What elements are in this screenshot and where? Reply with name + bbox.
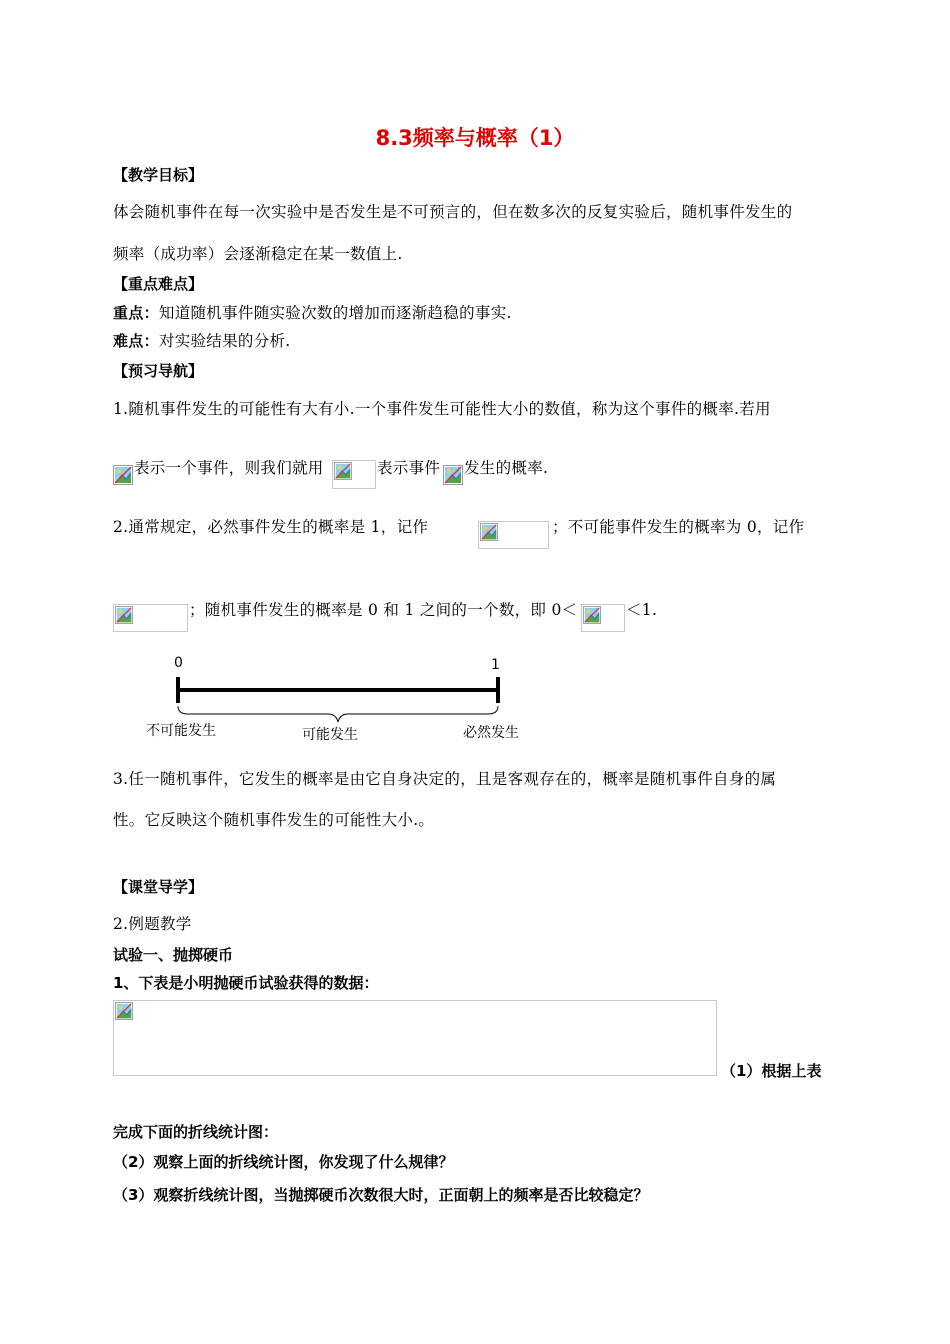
preview-p1-text-c: 发生的概率.	[464, 459, 549, 477]
preview-p3-line-2: 性。它反映这个随机事件发生的可能性大小.。	[113, 811, 435, 829]
preview-p1-line-1: 1.随机事件发生的可能性有大有小.一个事件发生可能性大小的数值，称为这个事件的概率.若用	[113, 400, 771, 418]
formula-image-placeholder	[113, 604, 188, 632]
objectives-line-2: 频率（成功率）会逐渐稳定在某一数值上.	[113, 245, 403, 263]
section-heading-objectives: 【教学目标】	[113, 166, 204, 184]
keypoint-label: 重点：	[113, 304, 159, 322]
data-table-image-placeholder	[113, 1000, 717, 1076]
classroom-item	[113, 912, 192, 934]
section-heading-keypoints: 【重点难点】	[113, 275, 204, 293]
question-1-tail: （1）根据上表	[721, 1062, 822, 1080]
difficulty-line	[113, 329, 291, 351]
page-title: 8.3频率与概率（1）	[375, 126, 575, 150]
formula-image-icon	[115, 606, 133, 624]
difficulty-text: 对实验结果的分析.	[158, 332, 291, 350]
formula-image-placeholder	[478, 521, 549, 549]
objectives-line-1: 体会随机事件在每一次实验中是否发生是不可预言的，但在数多次的反复实验后，随机事件发生的	[113, 203, 793, 221]
formula-image-icon	[443, 465, 463, 485]
preview-p3-line-1: 3.任一随机事件，它发生的概率是由它自身决定的，且是客观存在的，概率是随机事件自身的属	[113, 770, 777, 788]
formula-image-placeholder	[581, 604, 625, 632]
formula-image-placeholder	[332, 460, 376, 489]
preview-p2-line-1b: ；不可能事件发生的概率为 0，记作	[552, 518, 805, 536]
number-line-label-possible: 可能发生	[302, 727, 358, 743]
number-line-start-label: 0	[174, 655, 183, 671]
formula-image-icon	[113, 465, 133, 485]
formula-image-icon	[583, 606, 601, 624]
number-line-end-label: 1	[491, 657, 500, 673]
formula-image-icon	[480, 523, 498, 541]
formula-image-icon	[115, 1002, 133, 1020]
formula-image-icon	[334, 462, 352, 480]
question-3: （3）观察折线统计图，当抛掷硬币次数很大时，正面朝上的频率是否比较稳定？	[113, 1186, 649, 1204]
classroom-item-text: 2.例题教学	[113, 915, 192, 933]
preview-p1-text-a: 表示一个事件，则我们就用	[134, 459, 324, 477]
number-line-label-impossible: 不可能发生	[146, 723, 216, 739]
keypoint-text: 知道随机事件随实验次数的增加而逐渐趋稳的事实.	[158, 304, 512, 322]
preview-p2-line-2b: ＜1.	[626, 601, 658, 619]
experiment-title: 试验一、抛掷硬币	[113, 946, 234, 964]
difficulty-label: 难点：	[113, 332, 159, 350]
preview-p2-line-2a: ；随机事件发生的概率是 0 和 1 之间的一个数，即 0＜	[189, 601, 578, 619]
number-line-brace	[178, 706, 498, 722]
question-1: 1、下表是小明抛硬币试验获得的数据：	[113, 974, 379, 992]
section-heading-preview: 【预习导航】	[113, 362, 204, 380]
question-1-line-2: 完成下面的折线统计图：	[113, 1123, 279, 1141]
question-2: （2）观察上面的折线统计图，你发现了什么规律？	[113, 1153, 454, 1171]
preview-p1-text-b: 表示事件	[377, 459, 441, 477]
number-line-label-certain: 必然发生	[463, 725, 519, 741]
keypoint-line	[113, 301, 512, 323]
section-heading-classroom: 【课堂导学】	[113, 878, 204, 896]
preview-p2-line-1a: 2.通常规定，必然事件发生的概率是 1，记作	[113, 518, 429, 536]
